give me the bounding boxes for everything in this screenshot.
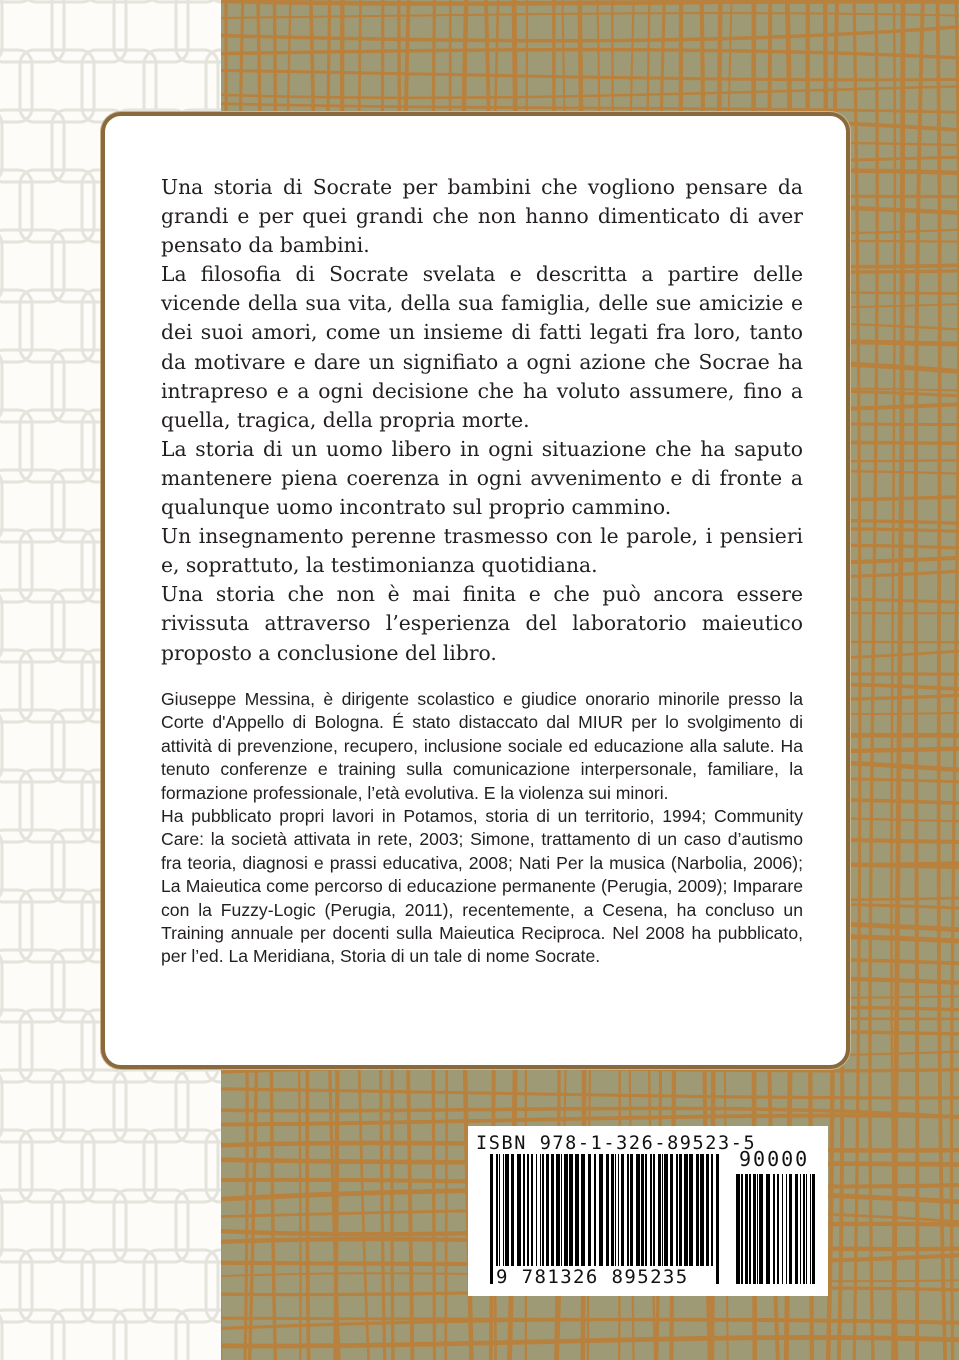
author-bio	[161, 688, 803, 969]
book-blurb	[161, 173, 803, 668]
price-code: 90000	[739, 1147, 810, 1171]
bio-paragraph: Giuseppe Messina, è dirigente scolastico e giudice onorario minorile presso la Corte d'Appello di Bologna. É stato distaccato dal MIUR per lo svolgimento di attività di prevenzione, recupero, inclusione sociale ed educazione alla salute. Ha tenuto conferenze e training sulla comunicazione interpersonale, familiare, la formazione professionale, l’età evolutiva. E la violenza sui minori.	[161, 689, 803, 803]
ean-digits: 9 781326 895235	[496, 1266, 689, 1288]
blurb-paragraph: Una storia che non è mai finita e che può ancora essere rivissuta attraverso l’esperienza del laboratorio maieutico proposto a conclusione del libro.	[161, 582, 803, 665]
blurb-paragraph: Un insegnamento perenne trasmesso con le parole, i pensieri e, soprattuto, la testimonianza quotidiana.	[161, 524, 803, 578]
bio-paragraph: Ha pubblicato propri lavori in Potamos, storia di un territorio, 1994; Community Care: la società attivata in rete, 2003; Simone, trattamento di un caso d’autismo fra teoria, diagnosi e prassi educativa, 2008; Nati Per la musica (Narbolia, 2006); La Maieutica come percorso di educazione permanente (Perugia, 2009); Imparare con la Fuzzy-Logic (Perugia, 2011), recentemente, a Cesena, ha concluso un Training annuale per docenti sulla Maieutica Reciproca. Nel 2008 ha pubblicato, per l’ed. La Meridiana, Storia di un tale di nome Socrate.	[161, 806, 803, 967]
text-panel	[101, 112, 850, 1069]
blurb-paragraph: Una storia di Socrate per bambini che vogliono pensare da grandi e per quei grandi che non hanno dimenticato di aver pensato da bambini.	[161, 175, 803, 258]
blurb-paragraph: La storia di un uomo libero in ogni situazione che ha saputo mantenere piena coerenza in ogni avvenimento e di fronte a qualunque uomo incontrato sul proprio cammino.	[161, 436, 803, 520]
blurb-paragraph: La filosofia di Socrate svelata e descritta a partire delle vicende della sua vita, della sua famiglia, delle sue amicizie e dei suoi amori, come un insieme di fatti legati fra loro, tanto da motivare e dare un signifiato a ogni azione che Socrae ha intrapreso e a ogni decisione che ha voluto assumere, fino a quella, tragica, della propria morte.	[161, 262, 803, 432]
isbn-barcode	[468, 1126, 828, 1296]
isbn-label: ISBN 978-1-326-89523-5	[476, 1133, 757, 1154]
